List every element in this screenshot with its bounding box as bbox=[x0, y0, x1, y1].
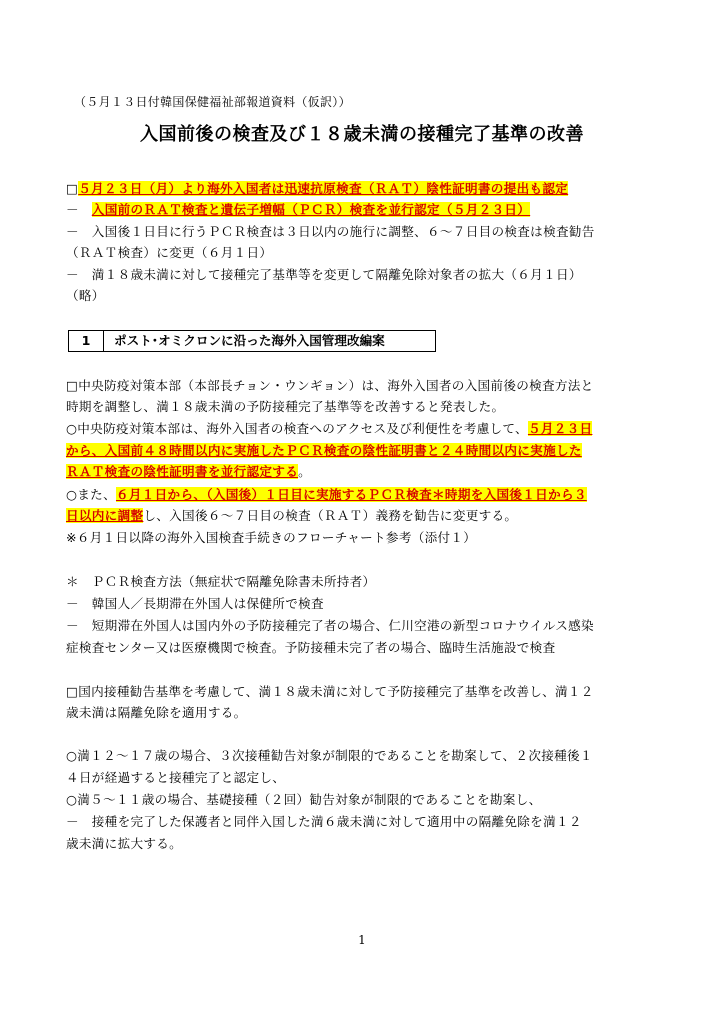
summary-line-3a: － 入国後１日目に行うＰＣＲ検査は３日以内の施行に調整、６～７日目の検査は検査勧告 bbox=[66, 224, 595, 239]
body-para-6a: ○満１２～１７歳の場合、３次接種勧告対象が制限的であることを勘案して、２次接種後１ bbox=[66, 748, 593, 763]
summary-line-4b: （略） bbox=[66, 288, 105, 303]
highlight-text: ＲＡＴ検査の陰性証明書を並行認定する bbox=[66, 464, 299, 479]
body-para-2b bbox=[66, 443, 666, 459]
section-title: ポスト･オミクロンに沿った海外入国管理改編案 bbox=[114, 333, 385, 348]
highlight-text: ５月２３日 bbox=[527, 421, 593, 436]
body-para-5b: 歳未満は隔離免除を適用する。 bbox=[66, 705, 247, 720]
note-line-3a: － 短期滞在外国人は国内外の予防接種完了者の場合、仁川空港の新型コロナウイルス感染 bbox=[66, 618, 594, 633]
text: し、入国後６～７日目の検査（ＲＡＴ）義務を勧告に変更する。 bbox=[143, 508, 518, 523]
body-para-2c bbox=[66, 464, 666, 480]
summary-line-3b: （ＲＡＴ検査）に変更（６月１日） bbox=[66, 245, 273, 260]
highlight-text: 日以内に調整 bbox=[66, 508, 144, 523]
page-title: 入国前後の検査及び１８歳未満の接種完了基準の改善 bbox=[140, 124, 584, 145]
highlight-text: ５月２３日（月）より海外入国者は迅速抗原検査（ＲＡＴ）陰性証明書の提出も認定 bbox=[78, 181, 569, 196]
source-note: （５月１３日付韓国保健福祉部報道資料（仮訳）） bbox=[74, 95, 351, 109]
section-header bbox=[68, 330, 436, 352]
body-para-8b: 歳未満に拡大する。 bbox=[66, 836, 183, 851]
body-para-7: ○満５～１１歳の場合、基礎接種（２回）勧告対象が制限的であることを勘案し、 bbox=[66, 792, 542, 807]
note-line-3b: 症検査センター又は医療機関で検査。予防接種未完了者の場合、臨時生活施設で検査 bbox=[66, 640, 556, 655]
highlight-text: から、入国前４８時間以内に実施したＰＣＲ検査の陰性証明書と２４時間以内に実施した bbox=[66, 443, 582, 458]
body-para-3a bbox=[66, 487, 666, 503]
dash-mark: － bbox=[66, 202, 92, 217]
highlight-text: 入国前のＲＡＴ検査と遺伝子増幅（ＰＣＲ）検査を並行認定（５月２３日） bbox=[91, 202, 531, 217]
checkbox-mark: □ bbox=[66, 181, 79, 196]
text: ○中央防疫対策本部は、海外入国者の検査へのアクセス及び利便性を考慮して、 bbox=[66, 421, 528, 436]
page-number: 1 bbox=[358, 933, 366, 947]
text: 。 bbox=[298, 464, 311, 479]
section-number: 1 bbox=[69, 331, 104, 351]
note-line-1: ＊ ＰＣＲ検査方法（無症状で隔離免除書未所持者） bbox=[66, 574, 376, 589]
summary-line-1 bbox=[66, 181, 666, 197]
body-para-6b: ４日が経過すると接種完了と認定し、 bbox=[66, 770, 286, 785]
body-para-1a: □中央防疫対策本部（本部長チョン・ウンギョン）は、海外入国者の入国前後の検査方法と bbox=[66, 378, 594, 393]
note-line-2: － 韓国人／長期滞在外国人は保健所で検査 bbox=[66, 596, 324, 611]
body-para-2a bbox=[66, 421, 666, 437]
body-para-3b bbox=[66, 508, 666, 524]
highlight-text: ６月１日から、（入国後）１日目に実施するＰＣＲ検査＊時期を入国後１日から３ bbox=[115, 487, 587, 502]
body-para-8a: － 接種を完了した保護者と同伴入国した満６歳未満に対して適用中の隔離免除を満１２ bbox=[66, 814, 582, 829]
summary-line-4a: － 満１８歳未満に対して接種完了基準等を変更して隔離免除対象者の拡大（６月１日） bbox=[66, 267, 582, 282]
text: ○また、 bbox=[66, 487, 116, 502]
body-para-4: ※６月１日以降の海外入国検査手続きのフローチャート参考（添付１） bbox=[66, 530, 477, 545]
body-para-5a: □国内接種勧告基準を考慮して、満１８歳未満に対して予防接種完了基準を改善し、満１２ bbox=[66, 684, 594, 699]
summary-line-2 bbox=[66, 202, 666, 218]
body-para-1b: 時期を調整し、満１８歳未満の予防接種完了基準等を改善すると発表した。 bbox=[66, 399, 505, 414]
